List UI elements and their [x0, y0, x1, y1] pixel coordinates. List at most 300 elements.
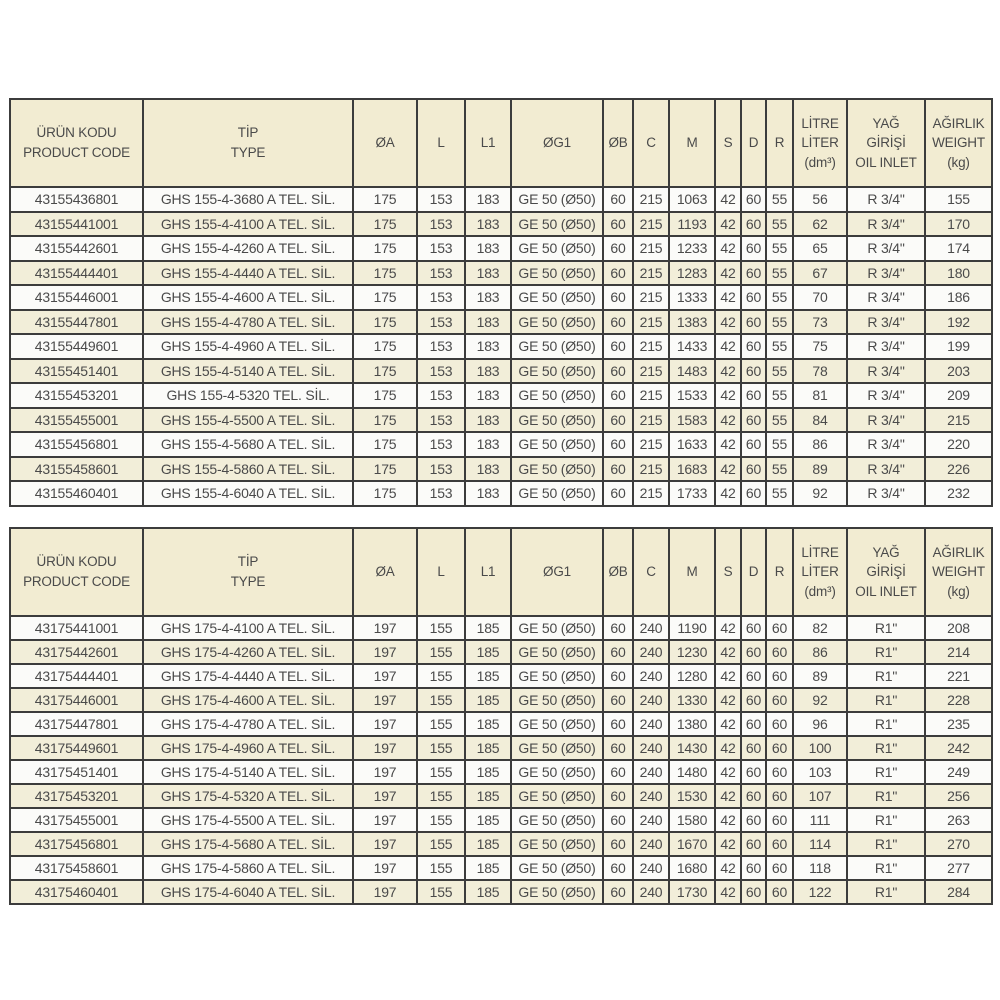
cell-d: 60: [741, 285, 766, 310]
cell-d: 60: [741, 457, 766, 482]
cell-oa: 175: [353, 261, 417, 286]
cell-ob: 60: [603, 784, 633, 808]
cell-oa: 197: [353, 664, 417, 688]
table-row: [10, 285, 992, 310]
cell-l1: 183: [465, 408, 511, 433]
cell-oa: 175: [353, 359, 417, 384]
cell-s: 42: [715, 359, 741, 384]
table-row: [10, 187, 992, 212]
cell-c: 215: [633, 310, 669, 335]
cell-c: 240: [633, 832, 669, 856]
cell-litre: 73: [793, 310, 847, 335]
cell-r: 60: [766, 616, 793, 640]
cell-og1: GE 50 (Ø50): [511, 457, 603, 482]
cell-litre: 92: [793, 688, 847, 712]
col-header-line: ØG1: [543, 135, 571, 151]
cell-ob: 60: [603, 616, 633, 640]
cell-oa: 175: [353, 310, 417, 335]
col-header-line: L: [437, 135, 445, 151]
cell-oa: 197: [353, 736, 417, 760]
cell-type: GHS 175-4-4600 A TEL. SİL.: [143, 688, 353, 712]
cell-c: 240: [633, 880, 669, 904]
cell-s: 42: [715, 310, 741, 335]
col-header-d: [741, 99, 766, 187]
cell-l1: 183: [465, 212, 511, 237]
cell-code: 43155436801: [10, 187, 143, 212]
cell-r: 55: [766, 236, 793, 261]
cell-code: 43175456801: [10, 832, 143, 856]
cell-type: GHS 155-4-4260 A TEL. SİL.: [143, 236, 353, 261]
cell-s: 42: [715, 408, 741, 433]
cell-type: GHS 175-4-5320 A TEL. SİL.: [143, 784, 353, 808]
cell-weight: 208: [925, 616, 992, 640]
cell-ob: 60: [603, 408, 633, 433]
cell-type: GHS 155-4-4600 A TEL. SİL.: [143, 285, 353, 310]
cell-l1: 183: [465, 236, 511, 261]
cell-l1: 185: [465, 640, 511, 664]
cell-c: 240: [633, 808, 669, 832]
cell-weight: 155: [925, 187, 992, 212]
cell-d: 60: [741, 784, 766, 808]
table-row: [10, 736, 992, 760]
col-header-line: R: [774, 564, 785, 580]
cell-s: 42: [715, 784, 741, 808]
cell-l: 155: [417, 784, 465, 808]
cell-litre: 114: [793, 832, 847, 856]
cell-d: 60: [741, 664, 766, 688]
cell-litre: 103: [793, 760, 847, 784]
cell-oil: R1": [847, 712, 925, 736]
cell-og1: GE 50 (Ø50): [511, 760, 603, 784]
cell-oa: 175: [353, 285, 417, 310]
cell-ob: 60: [603, 359, 633, 384]
col-header-c: [633, 99, 669, 187]
cell-weight: 199: [925, 334, 992, 359]
table-row: [10, 880, 992, 904]
ghs-175-spec-table: [9, 527, 993, 905]
cell-oil: R1": [847, 880, 925, 904]
cell-l: 155: [417, 616, 465, 640]
cell-d: 60: [741, 334, 766, 359]
cell-code: 43175458601: [10, 856, 143, 880]
cell-weight: 249: [925, 760, 992, 784]
table-row: [10, 664, 992, 688]
cell-oa: 175: [353, 481, 417, 506]
cell-ob: 60: [603, 261, 633, 286]
cell-m: 1280: [669, 664, 715, 688]
cell-l: 155: [417, 760, 465, 784]
cell-oil: R1": [847, 760, 925, 784]
cell-c: 240: [633, 736, 669, 760]
cell-og1: GE 50 (Ø50): [511, 310, 603, 335]
cell-l: 153: [417, 212, 465, 237]
cell-litre: 70: [793, 285, 847, 310]
cell-oa: 197: [353, 712, 417, 736]
cell-og1: GE 50 (Ø50): [511, 481, 603, 506]
cell-d: 60: [741, 880, 766, 904]
cell-oa: 175: [353, 236, 417, 261]
cell-litre: 82: [793, 616, 847, 640]
cell-oil: R1": [847, 832, 925, 856]
cell-l: 153: [417, 310, 465, 335]
col-header-line: LİTRE: [801, 544, 839, 560]
cell-s: 42: [715, 285, 741, 310]
cell-d: 60: [741, 640, 766, 664]
cell-d: 60: [741, 616, 766, 640]
cell-c: 240: [633, 664, 669, 688]
cell-m: 1330: [669, 688, 715, 712]
cell-s: 42: [715, 688, 741, 712]
cell-m: 1483: [669, 359, 715, 384]
table-row: [10, 432, 992, 457]
cell-c: 215: [633, 432, 669, 457]
table-row: [10, 640, 992, 664]
cell-oa: 197: [353, 856, 417, 880]
col-header-type: [143, 99, 353, 187]
cell-d: 60: [741, 408, 766, 433]
col-header-l: [417, 528, 465, 616]
cell-s: 42: [715, 712, 741, 736]
cell-type: GHS 155-4-6040 A TEL. SİL.: [143, 481, 353, 506]
cell-c: 240: [633, 760, 669, 784]
cell-r: 55: [766, 285, 793, 310]
cell-ob: 60: [603, 760, 633, 784]
cell-m: 1430: [669, 736, 715, 760]
cell-s: 42: [715, 664, 741, 688]
table-row: [10, 212, 992, 237]
cell-m: 1433: [669, 334, 715, 359]
cell-code: 43155453201: [10, 383, 143, 408]
col-header-line: (kg): [947, 583, 970, 599]
cell-litre: 111: [793, 808, 847, 832]
cell-s: 42: [715, 457, 741, 482]
cell-ob: 60: [603, 212, 633, 237]
cell-weight: 232: [925, 481, 992, 506]
col-header-oil: [847, 528, 925, 616]
cell-type: GHS 155-4-5140 A TEL. SİL.: [143, 359, 353, 384]
cell-s: 42: [715, 432, 741, 457]
table-row: [10, 712, 992, 736]
cell-l: 155: [417, 832, 465, 856]
cell-m: 1283: [669, 261, 715, 286]
cell-l: 155: [417, 688, 465, 712]
cell-s: 42: [715, 880, 741, 904]
cell-og1: GE 50 (Ø50): [511, 736, 603, 760]
cell-ob: 60: [603, 712, 633, 736]
table-row: [10, 261, 992, 286]
col-header-oa: [353, 528, 417, 616]
cell-litre: 78: [793, 359, 847, 384]
col-header-line: C: [646, 564, 656, 580]
cell-c: 215: [633, 383, 669, 408]
cell-s: 42: [715, 383, 741, 408]
cell-s: 42: [715, 760, 741, 784]
table-row: [10, 457, 992, 482]
col-header-line: (dm³): [804, 154, 836, 170]
cell-code: 43175453201: [10, 784, 143, 808]
cell-oil: R 3/4": [847, 212, 925, 237]
cell-l1: 183: [465, 261, 511, 286]
cell-og1: GE 50 (Ø50): [511, 212, 603, 237]
cell-weight: 256: [925, 784, 992, 808]
cell-ob: 60: [603, 832, 633, 856]
cell-d: 60: [741, 383, 766, 408]
cell-d: 60: [741, 808, 766, 832]
cell-type: GHS 155-4-5500 A TEL. SİL.: [143, 408, 353, 433]
cell-litre: 89: [793, 457, 847, 482]
cell-r: 60: [766, 856, 793, 880]
col-header-line: ÜRÜN KODU: [36, 554, 117, 570]
cell-m: 1380: [669, 712, 715, 736]
cell-weight: 270: [925, 832, 992, 856]
col-header-line: LİTER: [801, 135, 839, 151]
cell-l1: 185: [465, 688, 511, 712]
col-header-line: AĞIRLIK: [932, 115, 985, 131]
cell-weight: 228: [925, 688, 992, 712]
cell-m: 1383: [669, 310, 715, 335]
table-row: [10, 760, 992, 784]
cell-oil: R1": [847, 784, 925, 808]
cell-d: 60: [741, 212, 766, 237]
col-header-ob: [603, 528, 633, 616]
col-header-line: WEIGHT: [932, 564, 985, 580]
cell-og1: GE 50 (Ø50): [511, 640, 603, 664]
cell-d: 60: [741, 261, 766, 286]
cell-d: 60: [741, 712, 766, 736]
col-header-line: ØG1: [543, 564, 571, 580]
cell-oil: R 3/4": [847, 334, 925, 359]
col-header-l1: [465, 528, 511, 616]
cell-code: 43175455001: [10, 808, 143, 832]
cell-og1: GE 50 (Ø50): [511, 688, 603, 712]
cell-litre: 65: [793, 236, 847, 261]
table-row: [10, 616, 992, 640]
cell-code: 43175449601: [10, 736, 143, 760]
cell-weight: 226: [925, 457, 992, 482]
cell-d: 60: [741, 359, 766, 384]
cell-l1: 183: [465, 310, 511, 335]
col-header-line: TYPE: [230, 574, 266, 589]
cell-code: 43175451401: [10, 760, 143, 784]
col-header-code: [10, 99, 143, 187]
cell-c: 240: [633, 688, 669, 712]
cell-r: 55: [766, 187, 793, 212]
col-header-line: L1: [480, 135, 496, 151]
cell-oil: R 3/4": [847, 187, 925, 212]
col-header-line: OIL INLET: [855, 583, 917, 599]
col-header-code: [10, 528, 143, 616]
cell-m: 1333: [669, 285, 715, 310]
cell-l: 153: [417, 187, 465, 212]
cell-r: 60: [766, 880, 793, 904]
cell-c: 240: [633, 616, 669, 640]
cell-l1: 183: [465, 383, 511, 408]
cell-s: 42: [715, 236, 741, 261]
cell-c: 215: [633, 236, 669, 261]
col-header-line: (kg): [947, 154, 970, 170]
cell-oil: R 3/4": [847, 261, 925, 286]
cell-l: 155: [417, 640, 465, 664]
cell-l: 153: [417, 481, 465, 506]
cell-r: 60: [766, 808, 793, 832]
cell-litre: 75: [793, 334, 847, 359]
cell-type: GHS 155-4-4960 A TEL. SİL.: [143, 334, 353, 359]
cell-oa: 175: [353, 457, 417, 482]
cell-l1: 183: [465, 187, 511, 212]
cell-oa: 175: [353, 432, 417, 457]
col-header-s: [715, 99, 741, 187]
cell-oil: R1": [847, 688, 925, 712]
cell-code: 43175441001: [10, 616, 143, 640]
cell-code: 43175444401: [10, 664, 143, 688]
cell-oa: 197: [353, 760, 417, 784]
cell-code: 43155444401: [10, 261, 143, 286]
cell-d: 60: [741, 736, 766, 760]
cell-weight: 242: [925, 736, 992, 760]
cell-oa: 175: [353, 334, 417, 359]
cell-c: 240: [633, 784, 669, 808]
cell-d: 60: [741, 481, 766, 506]
cell-l: 153: [417, 432, 465, 457]
cell-r: 55: [766, 261, 793, 286]
cell-weight: 209: [925, 383, 992, 408]
table-row: [10, 408, 992, 433]
cell-type: GHS 175-4-5860 A TEL. SİL.: [143, 856, 353, 880]
cell-m: 1533: [669, 383, 715, 408]
col-header-line: L1: [480, 564, 496, 580]
cell-oil: R 3/4": [847, 383, 925, 408]
col-header-litre: [793, 528, 847, 616]
cell-l: 153: [417, 359, 465, 384]
cell-r: 60: [766, 832, 793, 856]
cell-oil: R1": [847, 808, 925, 832]
cell-og1: GE 50 (Ø50): [511, 285, 603, 310]
cell-litre: 62: [793, 212, 847, 237]
cell-ob: 60: [603, 736, 633, 760]
cell-oil: R1": [847, 856, 925, 880]
cell-litre: 84: [793, 408, 847, 433]
cell-s: 42: [715, 616, 741, 640]
cell-d: 60: [741, 432, 766, 457]
cell-oa: 197: [353, 688, 417, 712]
cell-oa: 197: [353, 784, 417, 808]
cell-r: 55: [766, 359, 793, 384]
cell-weight: 221: [925, 664, 992, 688]
cell-og1: GE 50 (Ø50): [511, 856, 603, 880]
cell-c: 215: [633, 408, 669, 433]
table-row: [10, 808, 992, 832]
col-header-line: ØB: [608, 135, 628, 151]
cell-code: 43155441001: [10, 212, 143, 237]
col-header-line: ØA: [375, 564, 395, 580]
header-row: [10, 528, 992, 616]
table-row: [10, 310, 992, 335]
col-header-og1: [511, 99, 603, 187]
cell-type: GHS 155-4-4100 A TEL. SİL.: [143, 212, 353, 237]
cell-ob: 60: [603, 383, 633, 408]
cell-type: GHS 175-4-4440 A TEL. SİL.: [143, 664, 353, 688]
cell-m: 1193: [669, 212, 715, 237]
cell-m: 1683: [669, 457, 715, 482]
cell-og1: GE 50 (Ø50): [511, 616, 603, 640]
cell-code: 43155447801: [10, 310, 143, 335]
col-header-type: [143, 528, 353, 616]
cell-litre: 118: [793, 856, 847, 880]
cell-m: 1583: [669, 408, 715, 433]
cell-code: 43155460401: [10, 481, 143, 506]
cell-og1: GE 50 (Ø50): [511, 408, 603, 433]
cell-s: 42: [715, 212, 741, 237]
col-header-line: M: [686, 564, 698, 580]
cell-l1: 183: [465, 285, 511, 310]
cell-type: GHS 175-4-4960 A TEL. SİL.: [143, 736, 353, 760]
cell-oil: R1": [847, 736, 925, 760]
cell-m: 1063: [669, 187, 715, 212]
cell-l: 153: [417, 408, 465, 433]
ghs-155-spec-table: [9, 98, 993, 507]
cell-oil: R 3/4": [847, 432, 925, 457]
cell-oil: R 3/4": [847, 481, 925, 506]
cell-litre: 56: [793, 187, 847, 212]
cell-type: GHS 175-4-4100 A TEL. SİL.: [143, 616, 353, 640]
col-header-m: [669, 528, 715, 616]
cell-code: 43155458601: [10, 457, 143, 482]
col-header-line: ÜRÜN KODU: [36, 125, 117, 141]
table-row: [10, 688, 992, 712]
cell-s: 42: [715, 481, 741, 506]
cell-type: GHS 155-4-5680 A TEL. SİL.: [143, 432, 353, 457]
col-header-m: [669, 99, 715, 187]
header-row: [10, 99, 992, 187]
cell-c: 240: [633, 856, 669, 880]
cell-m: 1733: [669, 481, 715, 506]
col-header-line: R: [774, 135, 785, 151]
cell-oa: 175: [353, 212, 417, 237]
cell-oil: R 3/4": [847, 236, 925, 261]
cell-c: 215: [633, 285, 669, 310]
cell-r: 55: [766, 432, 793, 457]
cell-r: 55: [766, 310, 793, 335]
cell-oil: R 3/4": [847, 310, 925, 335]
col-header-r: [766, 99, 793, 187]
cell-l: 155: [417, 664, 465, 688]
cell-m: 1633: [669, 432, 715, 457]
cell-type: GHS 175-4-5140 A TEL. SİL.: [143, 760, 353, 784]
cell-code: 43175447801: [10, 712, 143, 736]
col-header-s: [715, 528, 741, 616]
cell-litre: 86: [793, 432, 847, 457]
cell-s: 42: [715, 334, 741, 359]
table-row: [10, 359, 992, 384]
cell-oa: 175: [353, 408, 417, 433]
cell-l: 155: [417, 712, 465, 736]
table-row: [10, 236, 992, 261]
cell-l: 153: [417, 334, 465, 359]
cell-oa: 197: [353, 880, 417, 904]
col-header-line: PRODUCT CODE: [23, 145, 130, 160]
col-header-line: L: [437, 564, 445, 580]
col-header-line: YAĞ: [872, 115, 900, 131]
cell-d: 60: [741, 856, 766, 880]
cell-m: 1730: [669, 880, 715, 904]
table-row: [10, 481, 992, 506]
cell-og1: GE 50 (Ø50): [511, 712, 603, 736]
col-header-line: M: [686, 135, 698, 151]
cell-ob: 60: [603, 688, 633, 712]
cell-litre: 96: [793, 712, 847, 736]
cell-weight: 284: [925, 880, 992, 904]
cell-litre: 86: [793, 640, 847, 664]
